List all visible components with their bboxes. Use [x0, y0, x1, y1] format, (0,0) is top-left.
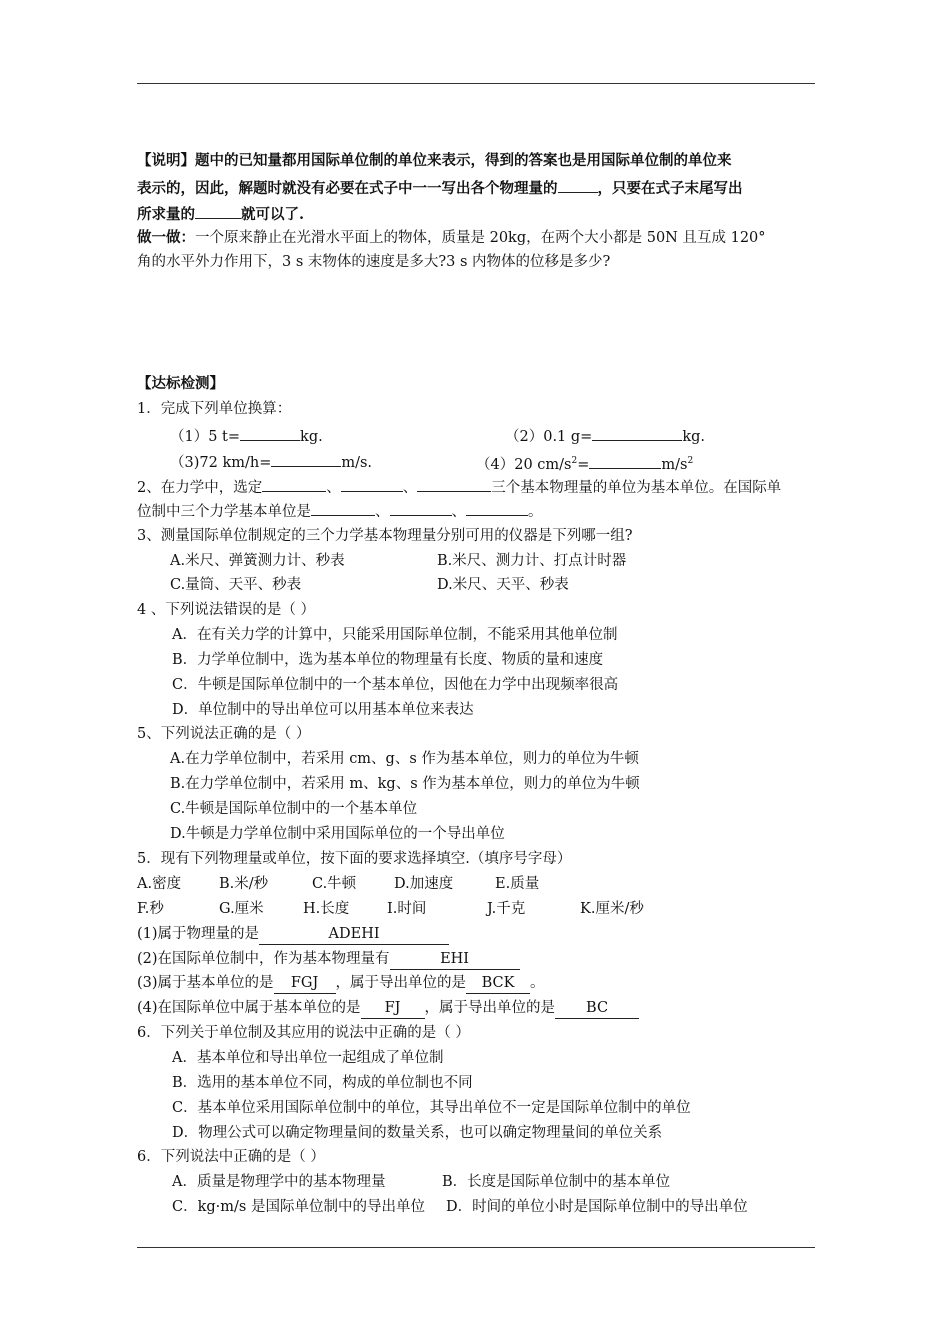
q6-option-a[interactable]: A．基本单位和导出单位一起组成了单位制 — [172, 1050, 444, 1066]
blank[interactable] — [390, 500, 452, 516]
section-title: 【达标检测】 — [137, 375, 224, 392]
q5b-choice: K.厘米/秒 — [580, 901, 644, 917]
blank[interactable] — [466, 500, 528, 516]
q3-option-a[interactable]: A.米尺、弹簧测力计、秒表 — [170, 553, 345, 569]
q1-d: （4）20 $cm/s^2= m/s^2$ — [476, 451, 693, 475]
q4-option-c[interactable]: C．牛顿是国际单位制中的一个基本单位，因他在力学中出现频率很高 — [172, 677, 619, 693]
q5-option-a[interactable]: A.在力学单位制中，若采用 cm、g、s 作为基本单位，则力的单位为牛顿 — [170, 751, 639, 767]
blank[interactable] — [271, 451, 341, 467]
blank[interactable] — [311, 500, 375, 516]
q5b-choice: I.时间 — [387, 901, 427, 917]
q5b-part-1: (1)属于物理量的是 ADEHI — [137, 924, 449, 945]
note-line-3: 所求量的 就可以了. — [137, 203, 304, 225]
blank[interactable] — [341, 476, 403, 492]
q5b-part-2: (2)在国际单位制中，作为基本物理量有 EHI — [137, 949, 520, 970]
q7-stem: 6．下列说法中正确的是（ ） — [137, 1149, 325, 1165]
q7-option-c[interactable]: C．kg·m/s 是国际单位制中的导出单位 — [172, 1199, 425, 1215]
answer-field[interactable]: FGJ — [274, 973, 336, 994]
blank[interactable] — [240, 425, 300, 441]
answer-field[interactable]: BCK — [466, 973, 530, 994]
q5-option-c[interactable]: C.牛顿是国际单位制中的一个基本单位 — [170, 801, 418, 817]
answer-field[interactable]: FJ — [361, 998, 425, 1019]
q5b-part-3: (3)属于基本单位的是 FGJ ，属于导出单位的是 BCK 。 — [137, 973, 545, 994]
q6-option-b[interactable]: B．选用的基本单位不同，构成的单位制也不同 — [172, 1075, 473, 1091]
q5b-choice: B.米/秒 — [219, 876, 269, 892]
try-it-line-1: 做一做：一个原来静止在光滑水平面上的物体，质量是 20kg，在两个大小都是 50N 且互成 120° — [137, 229, 766, 246]
blank[interactable] — [558, 177, 598, 193]
q6-option-d[interactable]: D．物理公式可以确定物理量间的数量关系，也可以确定物理量间的单位关系 — [172, 1125, 663, 1141]
q7-option-b[interactable]: B．长度是国际单位制中的基本单位 — [442, 1174, 671, 1190]
q3-option-b[interactable]: B.米尺、测力计、打点计时器 — [437, 553, 627, 569]
blank[interactable] — [195, 203, 241, 219]
blank[interactable] — [589, 453, 661, 469]
q5b-choice: H.长度 — [303, 901, 350, 917]
q1-stem: 1．完成下列单位换算： — [137, 401, 292, 417]
q6-option-c[interactable]: C．基本单位采用国际单位制中的单位，其导出单位不一定是国际单位制中的单位 — [172, 1100, 691, 1116]
q3-option-c[interactable]: C.量筒、天平、秒表 — [170, 577, 302, 593]
q2-line-1: 2、在力学中，选定 、 、 三个基本物理量的单位为基本单位。在国际单 — [137, 476, 781, 498]
footer-rule — [137, 1247, 815, 1248]
q5b-part-4: (4)在国际单位中属于基本单位的是 FJ ，属于导出单位的是 BC — [137, 998, 639, 1019]
q5b-choice: F.秒 — [137, 901, 164, 917]
q3-option-d[interactable]: D.米尺、天平、秒表 — [437, 577, 569, 593]
q5-option-d[interactable]: D.牛顿是力学单位制中采用国际单位的一个导出单位 — [170, 826, 505, 842]
q5-stem: 5、下列说法正确的是（ ） — [137, 726, 311, 742]
q5-option-b[interactable]: B.在力学单位制中，若采用 m、kg、s 作为基本单位，则力的单位为牛顿 — [170, 776, 640, 792]
q1-c: （3)72 km/h= m/s. — [170, 451, 372, 473]
try-it-line-2: 角的水平外力作用下，3 s 末物体的速度是多大?3 s 内物体的位移是多少? — [137, 254, 611, 270]
blank[interactable] — [262, 476, 326, 492]
note-line-2: 表示的，因此，解题时就没有必要在式子中一一写出各个物理量的 ，只要在式子末尾写出 — [137, 177, 743, 199]
answer-field[interactable]: ADEHI — [259, 924, 449, 945]
q5b-choice: G.厘米 — [219, 901, 264, 917]
q7-option-d[interactable]: D．时间的单位小时是国际单位制中的导出单位 — [446, 1199, 748, 1215]
q4-option-d[interactable]: D．单位制中的导出单位可以用基本单位来表达 — [172, 702, 474, 718]
q1-a: （1）5 t= kg. — [170, 425, 323, 447]
q4-option-b[interactable]: B．力学单位制中，选为基本单位的物理量有长度、物质的量和速度 — [172, 652, 604, 668]
q3-stem: 3、测量国际单位制规定的三个力学基本物理量分别可用的仪器是下列哪一组? — [137, 528, 633, 544]
answer-field[interactable]: BC — [555, 998, 639, 1019]
q5b-choice: C.牛顿 — [312, 876, 357, 892]
header-rule — [137, 83, 815, 84]
q6-stem: 6．下列关于单位制及其应用的说法中正确的是（ ） — [137, 1025, 470, 1041]
q1-b: （2）0.1 g= kg. — [505, 425, 705, 447]
try-it-label: 做一做： — [137, 229, 195, 246]
q7-option-a[interactable]: A．质量是物理学中的基本物理量 — [172, 1174, 386, 1190]
q2-line-2: 位制中三个力学基本单位是 、 、 。 — [137, 500, 543, 522]
q5b-stem: 5．现有下列物理量或单位，按下面的要求选择填空.（填序号字母） — [137, 851, 572, 867]
q5b-choice: J.千克 — [487, 901, 526, 917]
blank[interactable] — [592, 425, 682, 441]
answer-field[interactable]: EHI — [390, 949, 520, 970]
q4-option-a[interactable]: A．在有关力学的计算中，只能采用国际单位制，不能采用其他单位制 — [172, 627, 618, 643]
note-line-1: 【说明】题中的已知量都用国际单位制的单位来表示，得到的答案也是用国际单位制的单位来 — [137, 152, 732, 169]
q5b-choice: A.密度 — [137, 876, 182, 892]
q4-stem: 4 、下列说法错误的是（ ） — [137, 602, 315, 618]
q5b-choice: D.加速度 — [394, 876, 454, 892]
blank[interactable] — [417, 476, 491, 492]
q5b-choice: E.质量 — [495, 876, 540, 892]
